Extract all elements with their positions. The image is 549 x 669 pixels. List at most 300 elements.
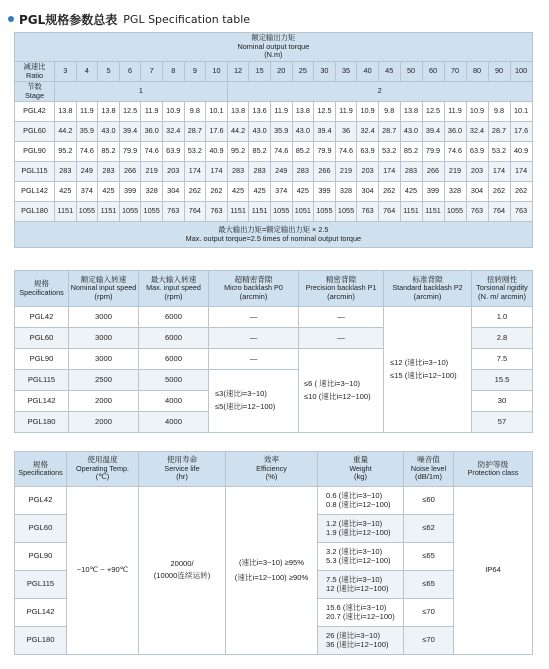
torque-value: 10.1	[206, 102, 228, 122]
max-speed: 4000	[139, 391, 209, 412]
torque-value: 763	[162, 202, 184, 222]
service-life-header	[139, 452, 226, 487]
row-name: PGL60	[15, 122, 55, 142]
service-life-header-en: Service life	[164, 463, 200, 473]
torque-value: 174	[184, 162, 206, 182]
torque-value: 374	[76, 182, 98, 202]
torque-value: 262	[184, 182, 206, 202]
torque-value: 53.2	[184, 142, 206, 162]
row-name: PGL180	[15, 627, 67, 655]
torque-value: 12.5	[119, 102, 141, 122]
precision-backlash: —	[299, 328, 384, 349]
nominal-speed-header-en: Nominal input speed	[70, 283, 137, 293]
torque-value: 35.9	[76, 122, 98, 142]
precision-backlash-header-u: (arcmin)	[327, 291, 355, 301]
torque-value: 1151	[422, 202, 444, 222]
ratio-value: 90	[488, 62, 510, 82]
efficiency-header	[226, 452, 318, 487]
max-speed-header-cn: 最大输入转速	[150, 274, 197, 284]
efficiency-header-cn: 效率	[263, 455, 280, 465]
micro-backlash-line2: ≤5(速比i=12~100)	[215, 402, 276, 411]
ratio-value: 100	[510, 62, 532, 82]
torque-value: 203	[466, 162, 488, 182]
torsional-rigidity: 1.0	[472, 307, 533, 328]
torque-value: 10.1	[510, 102, 532, 122]
torque-value: 13.8	[400, 102, 422, 122]
torque-value: 1051	[292, 202, 314, 222]
torque-value: 39.4	[422, 122, 444, 142]
torque-value: 1055	[335, 202, 357, 222]
torque-row	[15, 122, 533, 142]
torque-value: 36	[335, 122, 357, 142]
standard-backlash-line1: ≤12 (速比i=3~10)	[390, 357, 449, 367]
torque-value: 32.4	[357, 122, 379, 142]
precision-backlash: —	[299, 307, 384, 328]
torque-value: 262	[206, 182, 228, 202]
torque-value: 74.6	[76, 142, 98, 162]
standard-backlash-merged	[384, 307, 472, 433]
protection-class-header	[454, 452, 533, 487]
ratio-value: 3	[55, 62, 77, 82]
weight-line1: 26 (速比i=3~10)	[326, 630, 381, 640]
row-name: PGL42	[15, 102, 55, 122]
torque-value: 13.6	[249, 102, 271, 122]
torque-value: 74.6	[141, 142, 163, 162]
max-speed: 6000	[139, 307, 209, 328]
precision-backlash-line1: ≤6 ( 速比i=3~10)	[304, 378, 361, 388]
torque-footnote	[15, 222, 533, 248]
service-life-line2: (10000连续运转)	[153, 571, 211, 580]
spec-header-cn: 规格	[33, 279, 50, 288]
weight	[318, 571, 404, 599]
service-life-header-cn: 使用寿命	[166, 455, 198, 465]
row-name: PGL42	[15, 487, 67, 515]
torque-value: 63.9	[162, 142, 184, 162]
torque-value: 13.8	[292, 102, 314, 122]
torque-value: 283	[98, 162, 120, 182]
torque-value: 262	[488, 182, 510, 202]
torque-value: 85.2	[98, 142, 120, 162]
torque-row	[15, 182, 533, 202]
torque-value: 79.9	[422, 142, 444, 162]
torque-value: 63.9	[466, 142, 488, 162]
ratio-value: 7	[141, 62, 163, 82]
torsional-rigidity-header-u: (N. m/ arcmin)	[477, 291, 527, 301]
torque-value: 11.9	[76, 102, 98, 122]
weight-line2: 0.8 (速比i=12~100)	[326, 499, 391, 509]
torque-value: 63.9	[357, 142, 379, 162]
noise-level: ≤70	[404, 599, 454, 627]
torque-value: 249	[76, 162, 98, 182]
nominal-speed-header-cn: 额定输入转速	[80, 274, 127, 284]
weight-line2: 12 (速比i=12~100)	[326, 583, 389, 593]
weight	[318, 487, 404, 515]
max-speed: 6000	[139, 349, 209, 370]
torque-value: 219	[444, 162, 466, 182]
weight-line1: 1.2 (速比i=3~10)	[326, 518, 383, 528]
efficiency-line2: (速比i=12~100) ≥90%	[234, 572, 309, 582]
row-name: PGL90	[15, 543, 67, 571]
torque-value: 399	[119, 182, 141, 202]
torque-value: 399	[422, 182, 444, 202]
torque-value: 304	[162, 182, 184, 202]
torque-header-unit: (N.m)	[264, 50, 283, 60]
torque-value: 262	[378, 182, 400, 202]
nominal-speed-header	[69, 271, 139, 307]
ratio-value: 40	[357, 62, 379, 82]
torque-value: 36.0	[141, 122, 163, 142]
torque-value: 85.2	[292, 142, 314, 162]
nominal-speed: 3000	[69, 349, 139, 370]
torque-value: 763	[357, 202, 379, 222]
torque-header-cn: 额定输出力矩	[251, 33, 296, 43]
torque-value: 1151	[98, 202, 120, 222]
torque-value: 203	[357, 162, 379, 182]
torque-value: 304	[466, 182, 488, 202]
torque-value: 262	[510, 182, 532, 202]
torque-value: 10.9	[466, 102, 488, 122]
efficiency	[226, 487, 318, 655]
torque-value: 12.5	[422, 102, 444, 122]
torque-footnote-cn: 最大输出力矩=额定输出力矩 × 2.5	[218, 225, 329, 235]
ratio-label	[15, 62, 55, 82]
spec-header-en: Specifications	[18, 468, 63, 478]
torque-value: 1151	[249, 202, 271, 222]
weight-header	[318, 452, 404, 487]
torque-value: 13.8	[98, 102, 120, 122]
torque-value: 95.2	[227, 142, 249, 162]
micro-backlash-line1: ≤3(速比i=3~10)	[215, 389, 267, 399]
noise-level: ≤70	[404, 627, 454, 655]
weight-line2: 5.3 (速比i=12~100)	[326, 555, 391, 565]
torque-value: 266	[422, 162, 444, 182]
torque-value: 283	[400, 162, 422, 182]
standard-backlash-header	[384, 271, 472, 307]
torque-value: 53.2	[378, 142, 400, 162]
torsional-rigidity-header-cn: 扭转刚性	[486, 274, 518, 284]
operating-temp-header-en: Operating Temp.	[75, 463, 129, 473]
torque-value: 11.9	[335, 102, 357, 122]
noise-level-header-u: (dB/1m)	[414, 472, 442, 482]
noise-level: ≤60	[404, 487, 454, 515]
row-name: PGL42	[15, 307, 69, 328]
ratio-value: 10	[206, 62, 228, 82]
operating-temp-header	[67, 452, 139, 487]
torque-value: 174	[510, 162, 532, 182]
spec-header	[15, 452, 67, 487]
nominal-speed: 3000	[69, 307, 139, 328]
service-life-header-u: (hr)	[176, 472, 188, 482]
torque-value: 28.7	[378, 122, 400, 142]
max-speed-header-en: Max. input speed	[146, 283, 201, 293]
torque-row	[15, 162, 533, 182]
max-speed: 5000	[139, 370, 209, 391]
protection-class: IP64	[454, 487, 533, 655]
torque-value: 283	[55, 162, 77, 182]
torque-value: 44.2	[227, 122, 249, 142]
weight-line1: 15.6 (速比i=3~10)	[326, 602, 387, 612]
torque-table	[14, 32, 533, 248]
max-speed: 4000	[139, 412, 209, 433]
spec-header-en: Specifications	[19, 287, 64, 297]
torque-value: 11.9	[141, 102, 163, 122]
ratio-value: 70	[444, 62, 466, 82]
torque-value: 39.4	[119, 122, 141, 142]
spec-header-cn: 规格	[32, 459, 49, 469]
torque-value: 12.5	[314, 102, 336, 122]
standard-backlash-header-cn: 标准背隙	[412, 274, 443, 284]
torque-value: 39.4	[314, 122, 336, 142]
ratio-label-cn: 减速比	[23, 62, 46, 72]
torque-value: 328	[141, 182, 163, 202]
nominal-speed: 3000	[69, 328, 139, 349]
torque-value: 763	[466, 202, 488, 222]
micro-backlash: —	[209, 307, 299, 328]
operating-temp-header-cn: 使用温度	[87, 455, 118, 465]
row-name: PGL60	[15, 515, 67, 543]
torque-value: 174	[488, 162, 510, 182]
efficiency-header-u: (%)	[265, 472, 278, 482]
stage-1: 1	[55, 82, 228, 102]
weight-line2: 20.7 (速比i=12~100)	[326, 611, 395, 621]
torque-value: 13.8	[55, 102, 77, 122]
ratio-value: 4	[76, 62, 98, 82]
weight-line1: 0.6 (速比i=3~10)	[326, 490, 383, 500]
torque-value: 53.2	[488, 142, 510, 162]
torque-row	[15, 202, 533, 222]
torsional-rigidity: 7.5	[472, 349, 533, 370]
stage-label-en: Stage	[24, 90, 45, 100]
torque-value: 399	[314, 182, 336, 202]
torque-value: 28.7	[184, 122, 206, 142]
noise-level: ≤62	[404, 515, 454, 543]
torque-value: 74.6	[444, 142, 466, 162]
torque-value: 85.2	[400, 142, 422, 162]
torque-value: 425	[292, 182, 314, 202]
row-name: PGL60	[15, 328, 69, 349]
torque-value: 32.4	[162, 122, 184, 142]
operating-temp-header-u: (℃)	[95, 472, 110, 482]
service-life-line1: 20000/	[170, 559, 194, 569]
torque-value: 1055	[76, 202, 98, 222]
ratio-label-en: Ratio	[25, 70, 44, 80]
torque-value: 13.8	[227, 102, 249, 122]
torque-value: 11.9	[444, 102, 466, 122]
nominal-speed-header-u: (rpm)	[94, 291, 113, 301]
torque-value: 17.6	[510, 122, 532, 142]
torque-row	[15, 102, 533, 122]
torque-value: 174	[206, 162, 228, 182]
standard-backlash-line2: ≤15 (速比i=12~100)	[390, 370, 457, 380]
torque-value: 374	[270, 182, 292, 202]
page-title	[8, 9, 250, 29]
weight-header-cn: 重量	[352, 455, 369, 465]
micro-backlash-header-cn: 超精密背隙	[234, 274, 273, 284]
torque-value: 283	[292, 162, 314, 182]
protection-class-header-cn: 防护等级	[477, 459, 509, 469]
torque-value: 328	[444, 182, 466, 202]
efficiency-header-en: Efficiency	[256, 463, 287, 473]
ratio-value: 45	[378, 62, 400, 82]
torque-value: 74.6	[335, 142, 357, 162]
ratio-value: 30	[314, 62, 336, 82]
torque-value: 43.0	[98, 122, 120, 142]
weight	[318, 627, 404, 655]
torque-value: 28.7	[488, 122, 510, 142]
max-speed-header-u: (rpm)	[164, 291, 183, 301]
noise-level-header-cn: 噪音值	[417, 455, 440, 465]
weight-line1: 7.5 (速比i=3~10)	[326, 574, 383, 584]
torque-value: 43.0	[400, 122, 422, 142]
general-spec-table	[14, 451, 533, 655]
row-name: PGL142	[15, 599, 67, 627]
torque-value: 35.9	[270, 122, 292, 142]
operating-temp: −10℃ ~ +90℃	[67, 487, 139, 655]
row-name: PGL142	[15, 182, 55, 202]
ratio-value: 6	[119, 62, 141, 82]
weight	[318, 515, 404, 543]
precision-backlash-header-en: Precision backlash P1	[305, 283, 377, 293]
noise-level: ≤65	[404, 543, 454, 571]
row-name: PGL115	[15, 571, 67, 599]
micro-backlash-header-u: (arcmin)	[239, 291, 268, 301]
service-life	[139, 487, 226, 655]
row-name: PGL180	[15, 412, 69, 433]
torque-value: 40.9	[206, 142, 228, 162]
weight-line1: 3.2 (速比i=3~10)	[326, 546, 383, 556]
protection-class-header-en: Protection class	[467, 468, 519, 478]
standard-backlash-header-u: (arcmin)	[413, 291, 442, 301]
torque-value: 10.9	[162, 102, 184, 122]
torque-value: 1055	[314, 202, 336, 222]
torque-value: 425	[55, 182, 77, 202]
torque-value: 266	[119, 162, 141, 182]
ratio-value: 50	[400, 62, 422, 82]
weight-line2: 36 (速比i=12~100)	[326, 639, 389, 649]
ratio-value: 25	[292, 62, 314, 82]
torque-value: 304	[357, 182, 379, 202]
torque-value: 9.8	[488, 102, 510, 122]
torque-value: 763	[206, 202, 228, 222]
ratio-value: 60	[422, 62, 444, 82]
ratio-value: 80	[466, 62, 488, 82]
max-speed-header	[139, 271, 209, 307]
row-name: PGL115	[15, 370, 69, 391]
torsional-rigidity-header-en: Torsional rigidity	[476, 283, 528, 293]
micro-backlash: —	[209, 349, 299, 370]
row-name: PGL180	[15, 202, 55, 222]
torque-value: 328	[335, 182, 357, 202]
efficiency-line1: (速比i=3~10) ≥95%	[239, 557, 304, 567]
noise-level: ≤65	[404, 571, 454, 599]
torque-value: 1055	[270, 202, 292, 222]
torque-value: 9.8	[378, 102, 400, 122]
torque-value: 10.9	[357, 102, 379, 122]
speed-backlash-table	[14, 270, 533, 433]
nominal-speed: 2500	[69, 370, 139, 391]
torque-value: 1055	[141, 202, 163, 222]
micro-backlash-header-en: Micro backlash P0	[224, 283, 283, 293]
micro-backlash-header	[209, 271, 299, 307]
torque-value: 764	[488, 202, 510, 222]
nominal-speed: 2000	[69, 412, 139, 433]
stage-label	[15, 82, 55, 102]
ratio-value: 5	[98, 62, 120, 82]
torque-value: 79.9	[119, 142, 141, 162]
weight-header-en: Weight	[349, 463, 372, 473]
torque-value: 40.9	[510, 142, 532, 162]
torque-value: 764	[184, 202, 206, 222]
torque-footnote-en: Max. output torque=2.5 times of nominal output torque	[185, 233, 362, 243]
torque-value: 1055	[119, 202, 141, 222]
torque-value: 85.2	[249, 142, 271, 162]
torque-value: 43.0	[292, 122, 314, 142]
torque-value: 249	[270, 162, 292, 182]
spec-header	[15, 271, 69, 307]
torque-row	[15, 142, 533, 162]
torsional-rigidity: 57	[472, 412, 533, 433]
torque-value: 203	[162, 162, 184, 182]
micro-backlash: —	[209, 328, 299, 349]
row-name: PGL142	[15, 391, 69, 412]
ratio-value: 9	[184, 62, 206, 82]
torque-value: 174	[378, 162, 400, 182]
torque-value: 32.4	[466, 122, 488, 142]
ratio-value: 20	[270, 62, 292, 82]
torque-value: 1151	[55, 202, 77, 222]
ratio-value: 15	[249, 62, 271, 82]
weight-header-u: (kg)	[353, 472, 368, 482]
torsional-rigidity: 15.5	[472, 370, 533, 391]
torque-value: 219	[141, 162, 163, 182]
torque-value: 43.0	[249, 122, 271, 142]
torque-value: 266	[314, 162, 336, 182]
precision-backlash-header-cn: 精密背隙	[325, 274, 357, 284]
weight	[318, 543, 404, 571]
torque-header	[15, 33, 533, 62]
torque-value: 764	[378, 202, 400, 222]
torque-value: 79.9	[314, 142, 336, 162]
torque-header-en: Nominal output torque	[237, 41, 310, 51]
torque-value: 283	[227, 162, 249, 182]
torque-value: 1151	[227, 202, 249, 222]
torque-value: 219	[335, 162, 357, 182]
bullet-icon	[8, 16, 14, 22]
title-cn: PGL规格参数总表	[19, 12, 118, 27]
weight-line2: 1.9 (速比i=12~100)	[326, 527, 391, 537]
weight	[318, 599, 404, 627]
max-speed: 6000	[139, 328, 209, 349]
row-name: PGL90	[15, 349, 69, 370]
ratio-value: 35	[335, 62, 357, 82]
torque-value: 425	[249, 182, 271, 202]
nominal-speed: 2000	[69, 391, 139, 412]
precision-backlash-line2: ≤10 (速比i=12~100)	[304, 391, 371, 401]
row-name: PGL90	[15, 142, 55, 162]
torque-value: 1055	[444, 202, 466, 222]
torque-value: 95.2	[55, 142, 77, 162]
torque-value: 1151	[400, 202, 422, 222]
precision-backlash-header	[299, 271, 384, 307]
ratio-value: 12	[227, 62, 249, 82]
torsional-rigidity: 2.8	[472, 328, 533, 349]
torque-value: 17.6	[206, 122, 228, 142]
torque-value: 9.8	[184, 102, 206, 122]
torque-value: 425	[98, 182, 120, 202]
torque-value: 11.9	[270, 102, 292, 122]
ratio-value: 8	[162, 62, 184, 82]
torsional-rigidity-header	[472, 271, 533, 307]
